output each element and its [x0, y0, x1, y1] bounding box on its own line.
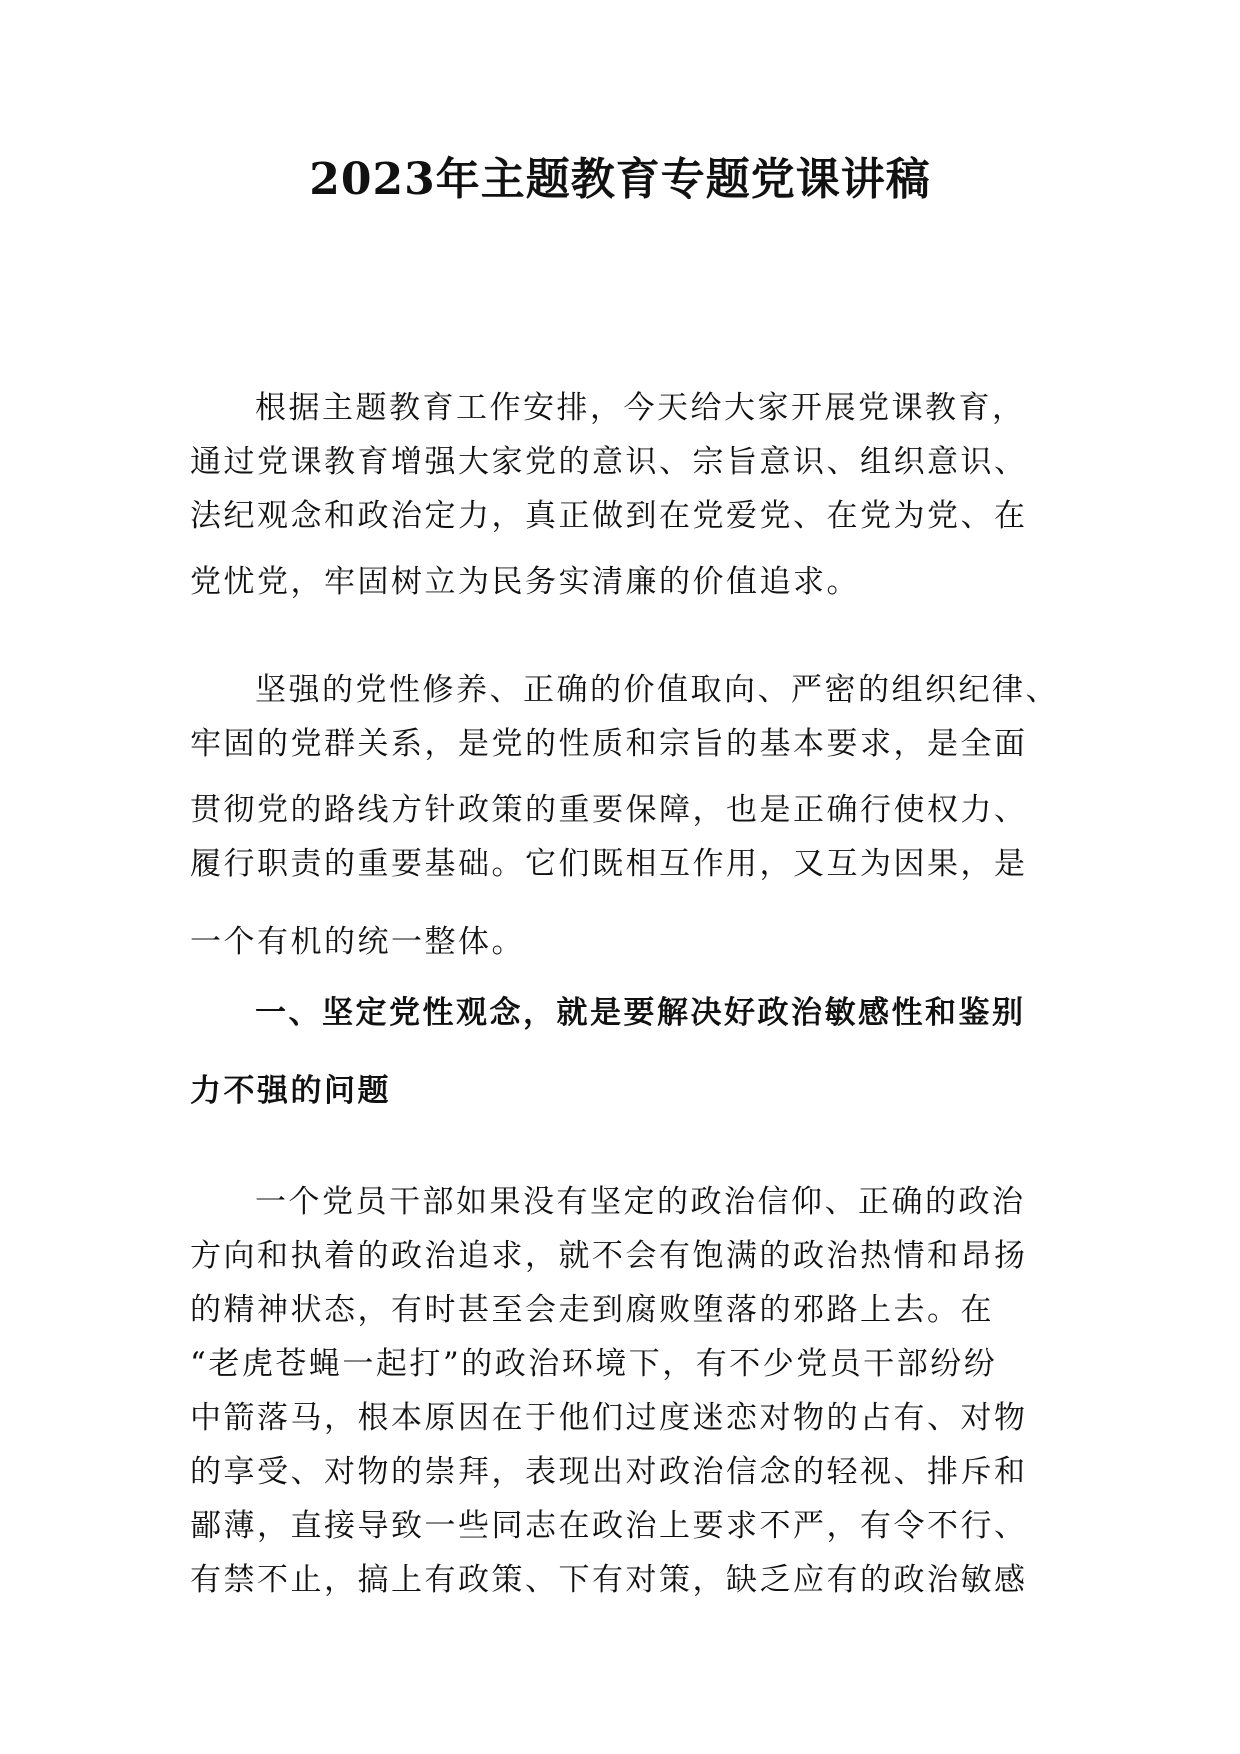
section-heading-line: 一、坚定党性观念，就是要解决好政治敏感性和鉴别 — [255, 995, 1026, 1031]
paragraph-line: 贯彻党的路线方针政策的重要保障，也是正确行使权力、 — [190, 792, 1028, 828]
section-heading-line: 力不强的问题 — [190, 1073, 391, 1109]
paragraph-line: 鄙薄，直接导致一些同志在政治上要求不严，有令不行、 — [190, 1508, 1028, 1544]
paragraph-line: 的享受、对物的崇拜，表现出对政治信念的轻视、排斥和 — [190, 1454, 1028, 1490]
paragraph-line: 通过党课教育增强大家党的意识、宗旨意识、组织意识、 — [190, 444, 1028, 480]
paragraph-line: 履行职责的重要基础。它们既相互作用，又互为因果，是 — [190, 846, 1028, 882]
paragraph-line: 根据主题教育工作安排，今天给大家开展党课教育， — [255, 390, 1026, 426]
paragraph-line: 中箭落马，根本原因在于他们过度迷恋对物的占有、对物 — [190, 1400, 1028, 1436]
paragraph-line: 的精神状态，有时甚至会走到腐败堕落的邪路上去。在 — [190, 1292, 994, 1328]
paragraph-line: 方向和执着的政治追求，就不会有饱满的政治热情和昂扬 — [190, 1238, 1028, 1274]
paragraph-line: 一个党员干部如果没有坚定的政治信仰、正确的政治 — [255, 1184, 1026, 1220]
document-title: 2023年主题教育专题党课讲稿 — [309, 154, 931, 205]
paragraph-line: 党忧党，牢固树立为民务实清廉的价值追求。 — [190, 564, 860, 600]
paragraph-line: 牢固的党群关系，是党的性质和宗旨的基本要求，是全面 — [190, 726, 1028, 762]
paragraph-line: “老虎苍蝇一起打”的政治环境下，有不少党员干部纷纷 — [190, 1346, 998, 1382]
paragraph-line: 一个有机的统一整体。 — [190, 924, 525, 960]
paragraph-line: 法纪观念和政治定力，真正做到在党爱党、在党为党、在 — [190, 498, 1028, 534]
paragraph-line: 坚强的党性修养、正确的价值取向、严密的组织纪律、 — [255, 672, 1059, 708]
paragraph-line: 有禁不止，搞上有政策、下有对策，缺乏应有的政治敏感 — [190, 1562, 1028, 1598]
